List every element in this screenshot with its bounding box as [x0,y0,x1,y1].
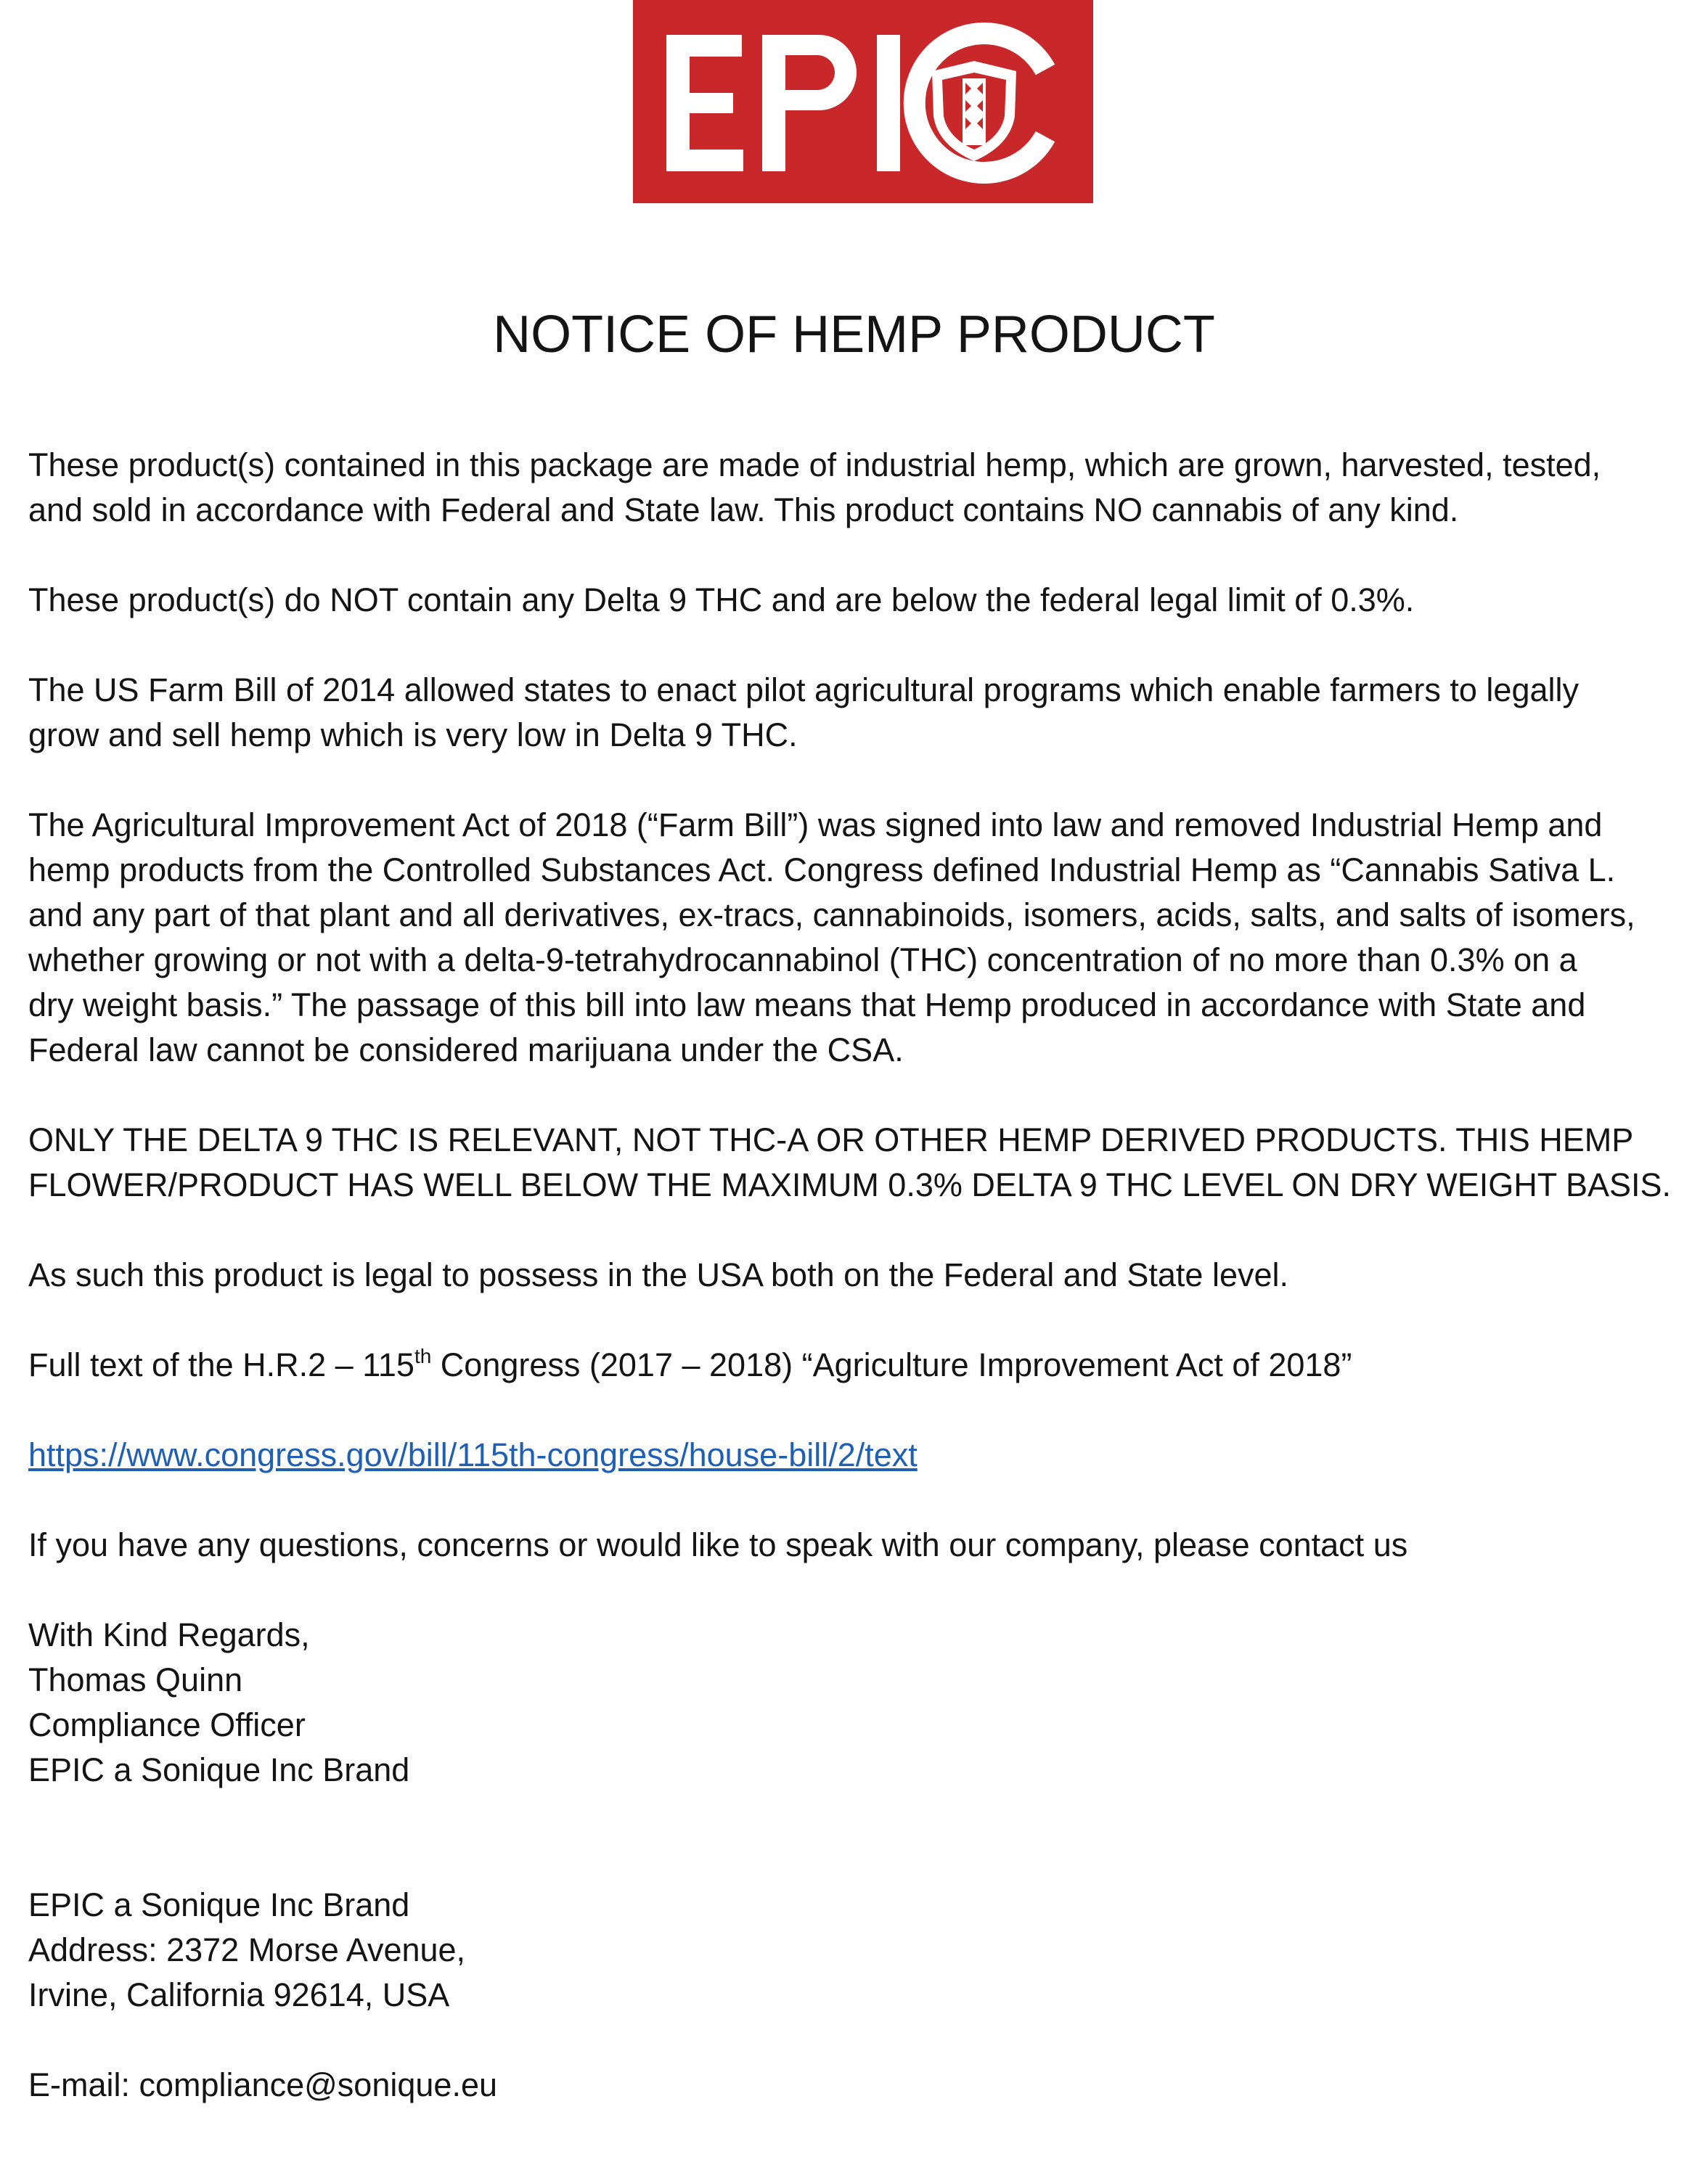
signature-company: EPIC a Sonique Inc Brand [28,1751,410,1788]
text-line: ONLY THE DELTA 9 THC IS RELEVANT, NOT THC-A OR OTHER HEMP DERIVED PRODUCTS. THIS HEMP [28,1121,1634,1158]
epic-logo [633,0,1093,203]
paragraph-delta9 [28,578,1691,623]
text-line: and sold in accordance with Federal and State law. This product contains NO cannabis of any kind. [28,491,1459,528]
signature-name: Thomas Quinn [28,1661,243,1698]
contact-email: E-mail: compliance@sonique.eu [28,2066,497,2103]
text-line: These product(s) do NOT contain any Delta 9 THC and are below the federal legal limit of 0.3%. [28,581,1415,618]
text-line: FLOWER/PRODUCT HAS WELL BELOW THE MAXIMUM 0.3% DELTA 9 THC LEVEL ON DRY WEIGHT BASIS. [28,1166,1672,1203]
superscript-th: th [414,1345,432,1367]
congress-bill-link[interactable]: https://www.congress.gov/bill/115th-congress/house-bill/2/text [28,1436,918,1473]
paragraph-relevance [28,1118,1691,1208]
paragraph-hemp-origin [28,443,1691,533]
text-line: If you have any questions, concerns or would like to speak with our company, please contact us [28,1526,1408,1563]
text-line [28,1343,1691,1388]
text-line: dry weight basis.” The passage of this bill into law means that Hemp produced in accordance with State and [28,986,1586,1023]
text-line: whether growing or not with a delta-9-tetrahydrocannabinol (THC) concentration of no more than 0.3% on a [28,941,1577,978]
paragraph-farm-bill-2018 [28,803,1691,1073]
email-block [28,2063,1691,2108]
paragraph-full-text [28,1343,1691,1388]
epic-logo-graphic [633,0,1093,203]
paragraph-link [28,1433,1691,1478]
text-line: The Agricultural Improvement Act of 2018 (“Farm Bill”) was signed into law and removed Industrial Hemp and [28,806,1603,843]
page-title: NOTICE OF HEMP PRODUCT [493,306,1215,364]
paragraph-legality [28,1253,1691,1298]
signature-block [28,1613,1691,1793]
notice-body [28,443,1691,2153]
text-line: hemp products from the Controlled Substances Act. Congress defined Industrial Hemp as “Cannabis Sativa L. [28,851,1616,888]
text-line: These product(s) contained in this package are made of industrial hemp, which are grown, harvested, tested, [28,446,1601,483]
paragraph-farm-bill-2014 [28,668,1691,758]
text-line: As such this product is legal to possess in the USA both on the Federal and State level. [28,1256,1289,1293]
contact-address-line1: Address: 2372 Morse Avenue, [28,1931,466,1968]
signature-role: Compliance Officer [28,1706,306,1743]
contact-company: EPIC a Sonique Inc Brand [28,1886,410,1923]
text-line: Federal law cannot be considered marijuana under the CSA. [28,1031,904,1068]
full-text-prefix: Full text of the H.R.2 – 115 [28,1346,414,1383]
text-line: and any part of that plant and all derivatives, ex-tracs, cannabinoids, isomers, acids, salts, and salts of isomers, [28,896,1635,933]
text-line: The US Farm Bill of 2014 allowed states to enact pilot agricultural programs which enable farmers to legally [28,671,1580,708]
text-line: grow and sell hemp which is very low in Delta 9 THC. [28,716,798,753]
signature-closing: With Kind Regards, [28,1616,310,1653]
contact-address-line2: Irvine, California 92614, USA [28,1976,450,2013]
contact-block [28,1883,1691,2018]
full-text-suffix: Congress (2017 – 2018) “Agriculture Improvement Act of 2018” [431,1346,1352,1383]
paragraph-contact-request [28,1523,1691,1568]
